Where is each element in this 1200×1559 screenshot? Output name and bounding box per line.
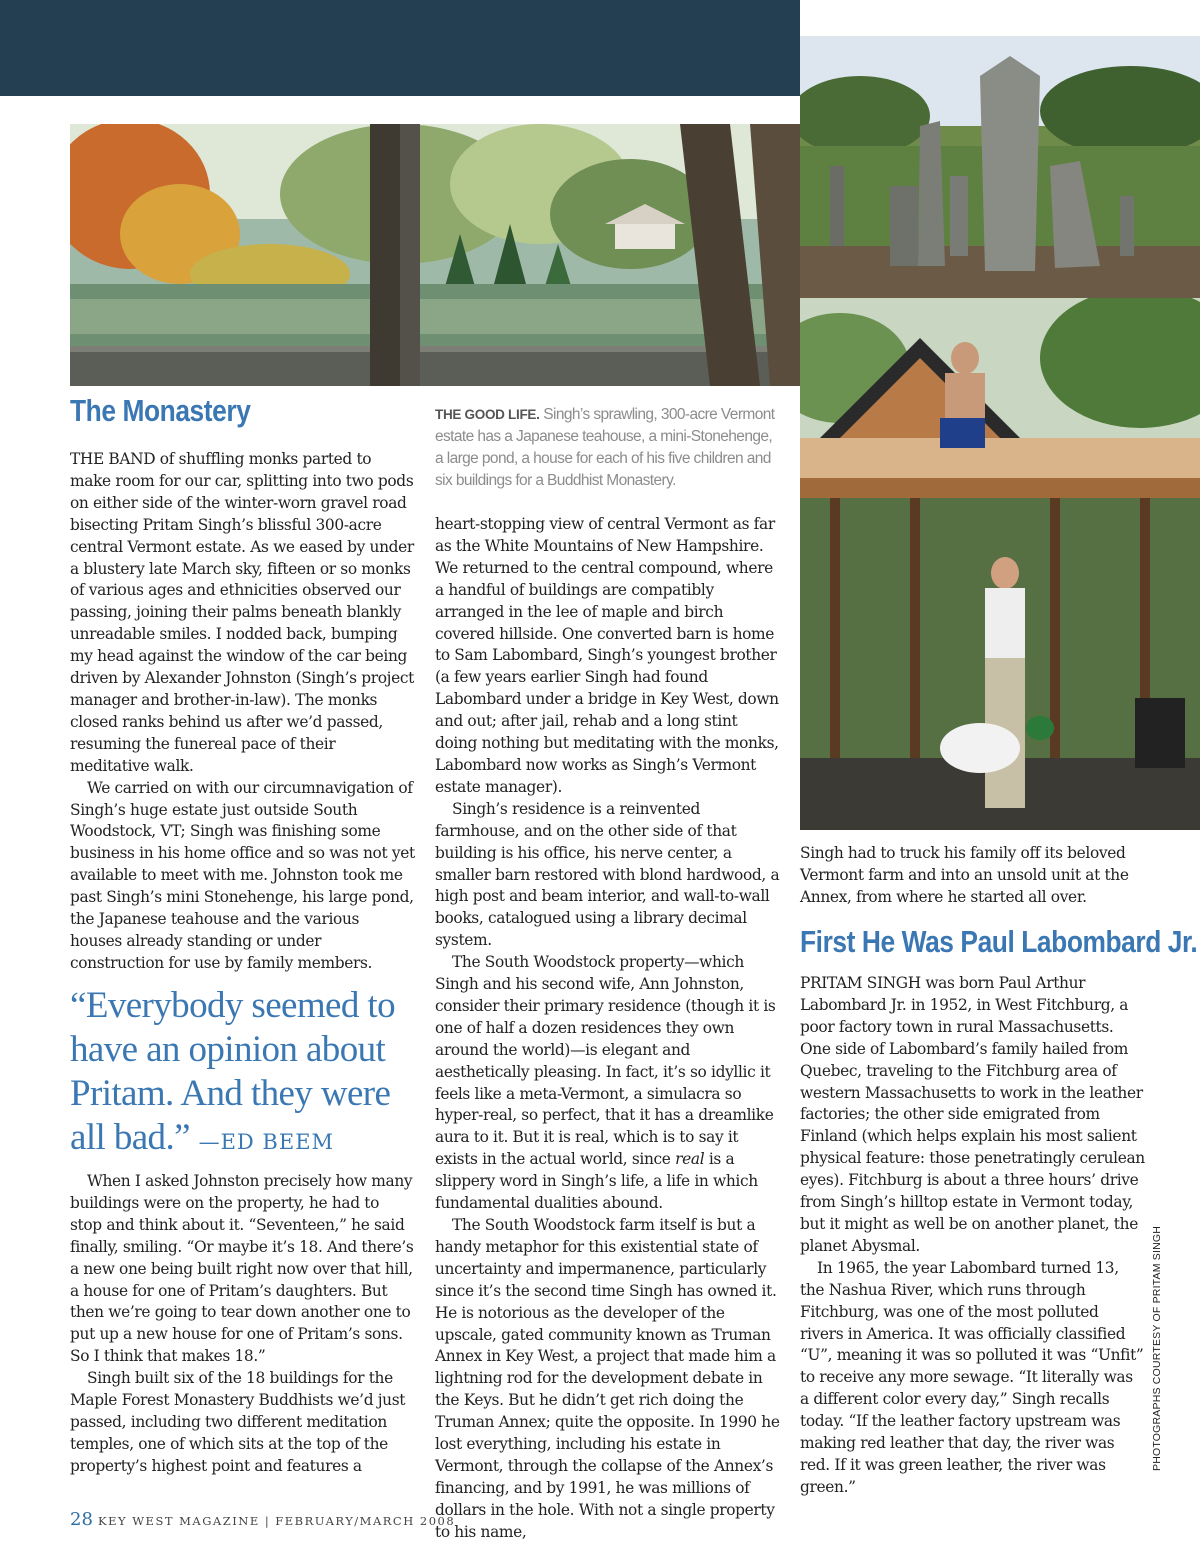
italic-word: real bbox=[675, 1150, 705, 1169]
footer-separator: | bbox=[264, 1514, 271, 1528]
article-column-3a bbox=[800, 843, 1145, 909]
photo-credit: PHOTOGRAPHS COURTESY OF PRITAM SINGH bbox=[1151, 1225, 1163, 1471]
article-column-3b bbox=[800, 973, 1145, 1499]
page-footer bbox=[70, 1509, 455, 1530]
magazine-name: KEY WEST MAGAZINE bbox=[98, 1514, 260, 1528]
paragraph: Singh built six of the 18 buildings for the Maple Forest Monastery Buddhists we’d just passed, including two different meditation temples, one of which sits at the top of the property’s highest point and features a bbox=[70, 1369, 406, 1475]
article-column-1b bbox=[70, 1171, 415, 1478]
section-title-monastery: The Monastery bbox=[70, 393, 251, 428]
pull-quote-attribution: —ED BEEM bbox=[198, 1130, 335, 1154]
paragraph: heart-stopping view of central Vermont as far as the White Mountains of New Hampshire. We returned to the central compound, where a handful of buildings are compatibly arranged in the lee of maple and birch covered hillside. One converted barn is home to Sam Labombard, Singh’s youngest brother (a few years earlier Singh had found Labombard under a bridge in Key West, down and out; after jail, rehab and a long stint doing nothing but meditating with the monks, Labombard now works as Singh’s Vermont estate manager). bbox=[435, 515, 779, 796]
article-column-2 bbox=[435, 514, 780, 1544]
paragraph: PRITAM SINGH was born Paul Arthur Labombard Jr. in 1952, in West Fitchburg, a poor factory town in rural Massachusetts. One side of Labombard’s family hailed from Quebec, traveling to the Fitchburg area of western Massachusetts to work in the leather factories; the other side emigrated from Finland (which helps explain his most salient physical feature: those penetratingly cerulean eyes). Fitchburg is about a three hours’ drive from Singh’s hilltop estate in Vermont today, but it might as well be on another planet, the planet Abysmal. bbox=[800, 974, 1145, 1255]
paragraph: THE BAND of shuffling monks parted to make room for our car, splitting into two pods on either side of the winter-worn gravel road bisecting Pritam Singh’s blissful 300-acre central Vermont estate. As we eased by under a blustery late March sky, fifteen or so monks of various ages and ethnicities observed our passing, joining their palms beneath blankly unreadable smiles. I nodded back, bumping my head against the window of the car being driven by Alexander Johnston (Singh’s project manager and brother-in-law). The monks closed ranks behind us after we’d passed, resuming the funereal pace of their meditative walk. bbox=[70, 450, 414, 775]
text-run: The South Woodstock property—which Singh and his second wife, Ann Johnston, consider their primary residence (though it is one of half a dozen residences they own around the world)—is elegant and aesthetically pleasing. In fact, it’s so idyllic it feels like a meta-Vermont, a simulacra so hyper-real, so perfect, that it has a dreamlike aura to it. But it is real, which is to say it exists in the actual world, since bbox=[435, 953, 776, 1169]
top-color-bar bbox=[0, 0, 800, 96]
page-number: 28 bbox=[70, 1509, 93, 1530]
photo-caption bbox=[435, 404, 780, 492]
text-run: is a slippery word in Singh’s life, a life in which fundamental dualities abound. bbox=[435, 1150, 758, 1213]
pull-quote-text: “Everybody seemed to have an opinion about Pritam. And they were all bad.” bbox=[70, 985, 395, 1158]
caption-lead: THE GOOD LIFE. bbox=[435, 407, 540, 422]
stonehenge-photo bbox=[800, 36, 1200, 298]
pond-teahouse-photo bbox=[70, 124, 800, 386]
issue-date: FEBRUARY/MARCH 2008 bbox=[275, 1514, 456, 1528]
paragraph: The South Woodstock farm itself is but a handy metaphor for this existential state of uncertainty and impermanence, particularly since it’s the second time Singh has owned it. He is notorious as the developer of the upscale, gated community known as Truman Annex in Key West, a project that made him a lightning rod for the development debate in the Keys. But he didn’t get rich doing the Truman Annex; quite the opposite. In 1990 he lost everything, including his estate in Vermont, through the collapse of the Annex’s financing, and by 1991, he was millions of dollars in the hole. With not a single property to his name, bbox=[435, 1216, 780, 1541]
article-column-1a bbox=[70, 449, 415, 975]
paragraph: We carried on with our circumnavigation of Singh’s huge estate just outside South Woodstock, VT; Singh was finishing some business in his home office and so was not yet available to meet with me. Johnston took me past Singh’s mini Stonehenge, his large pond, the Japanese teahouse and the various houses already standing or under construction for use by family members. bbox=[70, 778, 415, 972]
caption-text: Singh’s sprawling, 300-acre Vermont estate has a Japanese teahouse, a mini-Stonehenge, a large pond, a house for each of his five children and six buildings for a Buddhist Monastery. bbox=[435, 406, 775, 489]
construction-photo bbox=[800, 298, 1200, 830]
paragraph: In 1965, the year Labombard turned 13, the Nashua River, which runs through Fitchburg, was one of the most polluted rivers in America. It was officially classified “U”, meaning it was so polluted it was “Unfit” to receive any more sewage. “It literally was a different color every day,” Singh recalls today. “If the leather factory upstream was making red leather that day, the river was red. If it was green leather, the river was green.” bbox=[800, 1258, 1144, 1496]
paragraph bbox=[435, 952, 780, 1215]
paragraph: Singh had to truck his family off its beloved Vermont farm and into an unsold unit at the Annex, from where he started all over. bbox=[800, 844, 1129, 906]
section-title-labombard: First He Was Paul Labombard Jr. bbox=[800, 924, 1198, 959]
paragraph: Singh’s residence is a reinvented farmhouse, and on the other side of that building is his office, his nerve center, a smaller barn restored with blond hardwood, a high post and beam interior, and wall-to-wall books, catalogued using a library decimal system. bbox=[435, 799, 780, 950]
paragraph: When I asked Johnston precisely how many buildings were on the property, he had to stop and think about it. “Seventeen,” he said finally, smiling. “Or maybe it’s 18. And there’s a new one being built right now over that hill, a house for one of Pritam’s daughters. But then we’re going to tear down another one to put up a new house for one of Pritam’s sons. So I think that makes 18.” bbox=[70, 1172, 414, 1366]
pull-quote bbox=[70, 984, 420, 1164]
